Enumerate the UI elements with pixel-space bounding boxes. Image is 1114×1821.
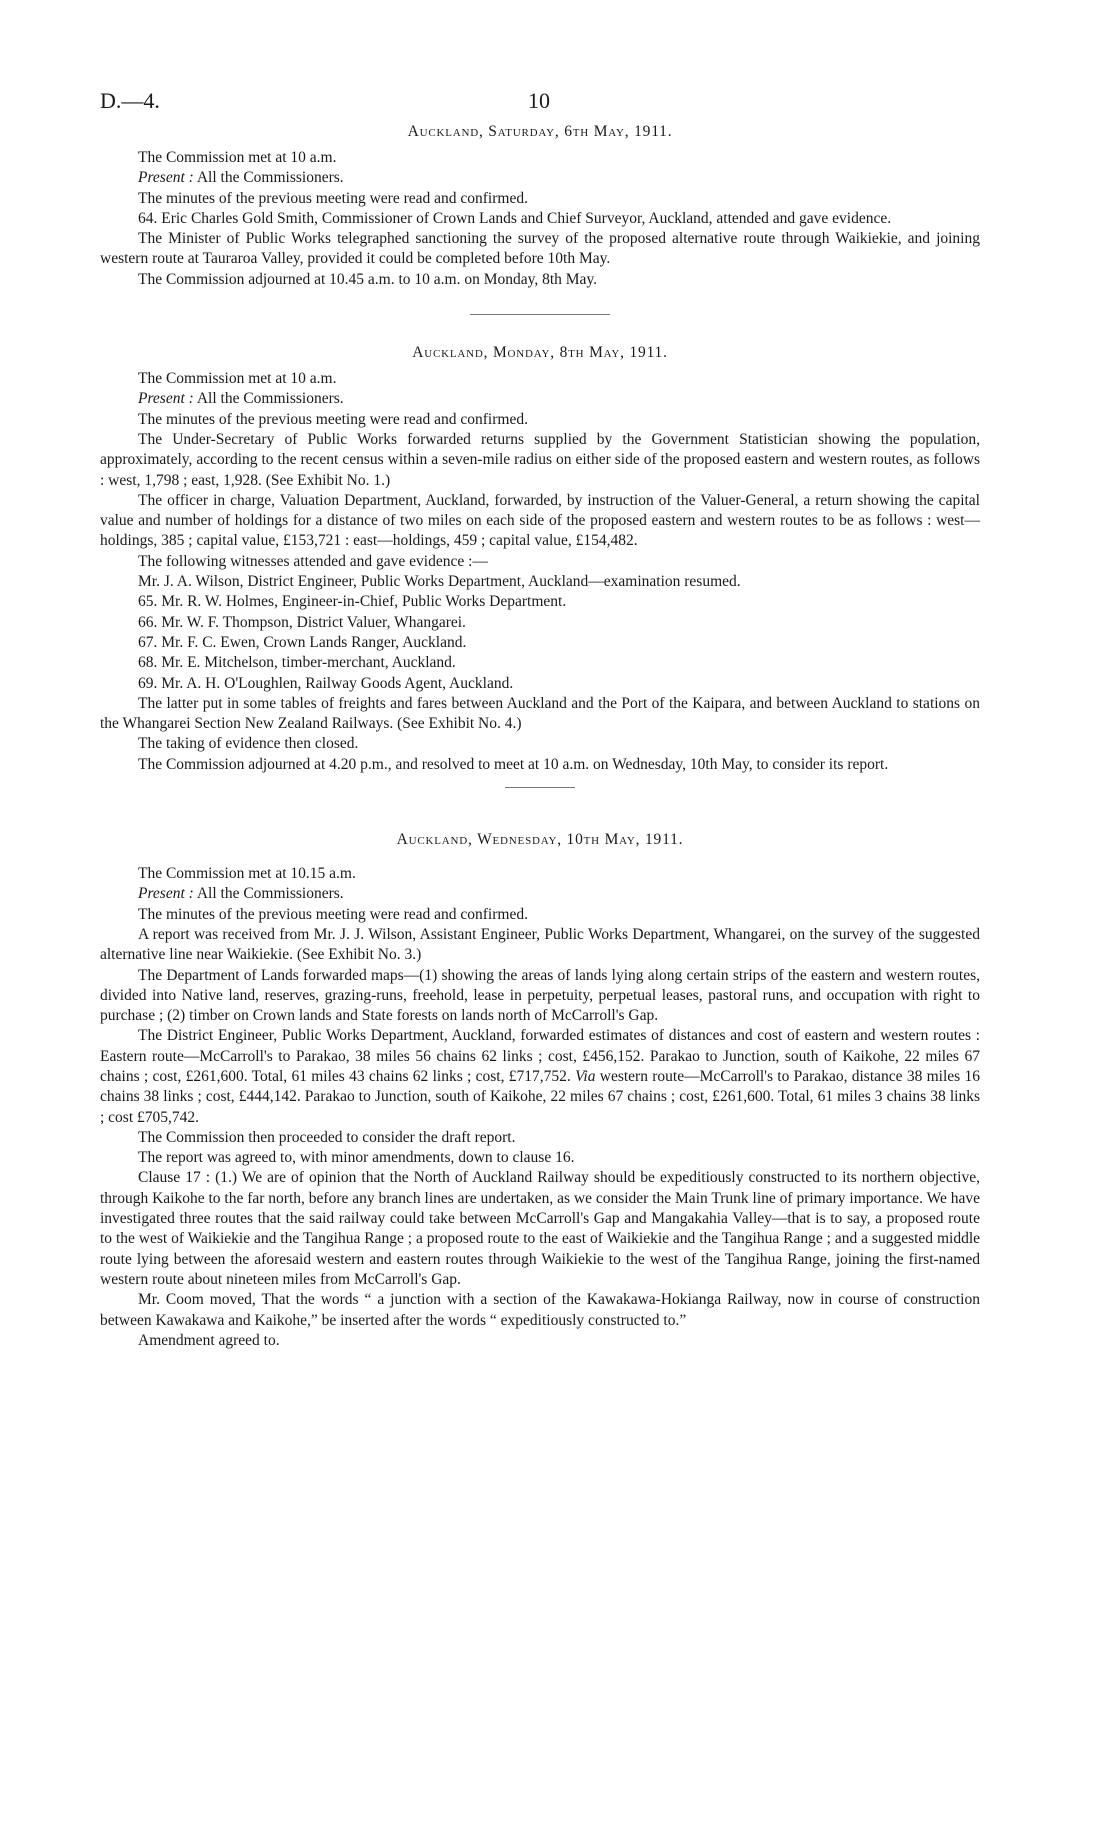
paragraph: The Commission adjourned at 4.20 p.m., and resolved to meet at 10 a.m. on Wednesday, 10th May, to consider its report.: [138, 755, 889, 773]
paragraph: The Department of Lands forwarded maps—(1) showing the areas of lands lying along certain strips of the eastern and western routes, divided into Native land, reserves, grazing-runs, freehold, lease in perpetuity, perpetual leases, pastoral runs, and occupation with right to purchase ; (2) timber on Crown lands and State forests on lands north of McCarroll's Gap.: [100, 966, 980, 1025]
section-divider: [505, 787, 575, 788]
paragraph: The Under-Secretary of Public Works forwarded returns supplied by the Government Statistician showing the population, approximately, according to the recent census within a seven-mile radius on either side of the proposed eastern and western routes, as follows : west, 1,798 ; east, 1,928. (See Exhibit No. 1.): [100, 430, 980, 489]
witness-item: 68. Mr. E. Mitchelson, timber-merchant, Auckland.: [138, 654, 456, 672]
witness-item: Mr. J. A. Wilson, District Engineer, Public Works Department, Auckland—examination resumed.: [138, 573, 741, 591]
section-monday-8th-may: [100, 343, 980, 775]
paragraph: Amendment agreed to.: [138, 1331, 280, 1349]
paragraph: The Commission adjourned at 10.45 a.m. to 10 a.m. on Monday, 8th May.: [138, 270, 598, 288]
paragraph: Mr. Coom moved, That the words “ a junction with a section of the Kawakawa-Hokianga Railway, now in course of construction between Kawakawa and Kaikohe,” be inserted after the words “ expeditiously constructed to.”: [100, 1291, 980, 1329]
present-text: All the Commissioners.: [196, 390, 344, 408]
paragraph: The officer in charge, Valuation Department, Auckland, forwarded, by instruction of the Valuer-General, a return showing the capital value and number of holdings for a distance of two miles on each side of the proposed eastern and western routes to be as follows : west—holdings, 385 ; capital value, £153,721 : east—holdings, 459 ; capital value, £154,482.: [100, 491, 980, 550]
paragraph: The minutes of the previous meeting were read and confirmed.: [138, 905, 528, 923]
paragraph: The Commission met at 10 a.m.: [138, 370, 337, 388]
document-reference: D.—4.: [100, 88, 160, 113]
present-label: Present :: [138, 169, 194, 187]
section-saturday-6th-may: [100, 122, 980, 290]
section-title: Auckland, Saturday, 6th May, 1911.: [407, 123, 673, 140]
estimates-paragraph: [100, 1026, 980, 1127]
present-label: Present :: [138, 390, 194, 408]
paragraph: The report was agreed to, with minor amendments, down to clause 16.: [138, 1149, 575, 1167]
witness-item: 67. Mr. F. C. Ewen, Crown Lands Ranger, Auckland.: [138, 633, 467, 651]
present-text: All the Commissioners.: [196, 885, 344, 903]
section-divider: [470, 314, 610, 315]
paragraph: The Commission then proceeded to consider the draft report.: [138, 1128, 516, 1146]
witness-item: 66. Mr. W. F. Thompson, District Valuer, Whangarei.: [138, 613, 466, 631]
document-page: [100, 72, 980, 1351]
paragraph: The taking of evidence then closed.: [138, 735, 359, 753]
witness-list: [100, 572, 980, 694]
present-line: [100, 168, 980, 188]
paragraph: The Commission met at 10 a.m.: [138, 149, 337, 166]
witness-item: 65. Mr. R. W. Holmes, Engineer-in-Chief, Public Works Department.: [138, 593, 567, 611]
paragraph: The following witnesses attended and gave evidence :—: [138, 552, 488, 570]
paragraph: The latter put in some tables of freights and fares between Auckland and the Port of the Kaipara, and between Auckland to stations on the Whangarei Section New Zealand Railways. (See Exhibit No. 4.): [100, 694, 980, 733]
paragraph: A report was received from Mr. J. J. Wilson, Assistant Engineer, Public Works Department, Whangarei, on the survey of the suggested alternative line near Waikiekie. (See Exhibit No. 3.): [100, 925, 980, 964]
paragraph: Clause 17 : (1.) We are of opinion that the North of Auckland Railway should be expeditiously constructed to its northern objective, through Kaikohe to the far north, before any branch lines are undertaken, as we consider the Main Trunk line of primary importance. We have investigated three routes that the said railway could take between McCarroll's Gap and Mangakahia Valley—that is to say, a proposed route to the west of Waikiekie and the Tangihua Range ; a proposed route to the east of Waikiekie and the Tangihua Range ; and a suggested middle route lying between the aforesaid western and eastern routes through Waikiekie to the west of the Tangihua Range, joining the first-named western route about nineteen miles from McCarroll's Gap.: [100, 1169, 980, 1288]
paragraph: The Commission met at 10.15 a.m.: [138, 865, 356, 883]
paragraph: The minutes of the previous meeting were read and confirmed.: [138, 410, 528, 428]
estimates-western: western route—McCarroll's to Parakao, distance 38 miles 16 chains 38 links ; cost, £444,142. Parakao to Junction, south of Kaikohe, 22 miles 67 chains ; cost, £261,600. Total, 61 miles 3 chains 38 links ; cost £705,742.: [100, 1067, 980, 1126]
via-word: Via: [575, 1067, 596, 1085]
section-wednesday-10th-may: [100, 830, 980, 1351]
present-line: [100, 884, 980, 904]
estimates-eastern: The District Engineer, Public Works Department, Auckland, forwarded estimates of distances and cost of eastern and western routes : Eastern route—McCarroll's to Parakao, 38 miles 56 chains 62 links ; cost, £456,152. Parakao to Junction, south of Kaikohe, 22 miles 67 chains ; cost, £261,600. Total, 61 miles 43 chains 62 links ; cost, £717,752.: [100, 1027, 980, 1085]
present-line: [100, 389, 980, 409]
page-header: [100, 72, 980, 122]
section-title: Auckland, Wednesday, 10th May, 1911.: [396, 831, 684, 849]
present-text: All the Commissioners.: [196, 169, 344, 187]
paragraph: The minutes of the previous meeting were read and confirmed.: [138, 189, 528, 207]
page-number: 10: [528, 88, 550, 113]
present-label: Present :: [138, 885, 194, 903]
paragraph: 64. Eric Charles Gold Smith, Commissioner of Crown Lands and Chief Surveyor, Auckland, attended and gave evidence.: [138, 209, 892, 227]
paragraph: The Minister of Public Works telegraphed sanctioning the survey of the proposed alternative route through Waikiekie, and joining western route at Tauraroa Valley, provided it could be completed before 10th May.: [100, 230, 980, 268]
witness-item: 69. Mr. A. H. O'Loughlen, Railway Goods Agent, Auckland.: [138, 674, 514, 692]
section-title: Auckland, Monday, 8th May, 1911.: [412, 344, 668, 362]
